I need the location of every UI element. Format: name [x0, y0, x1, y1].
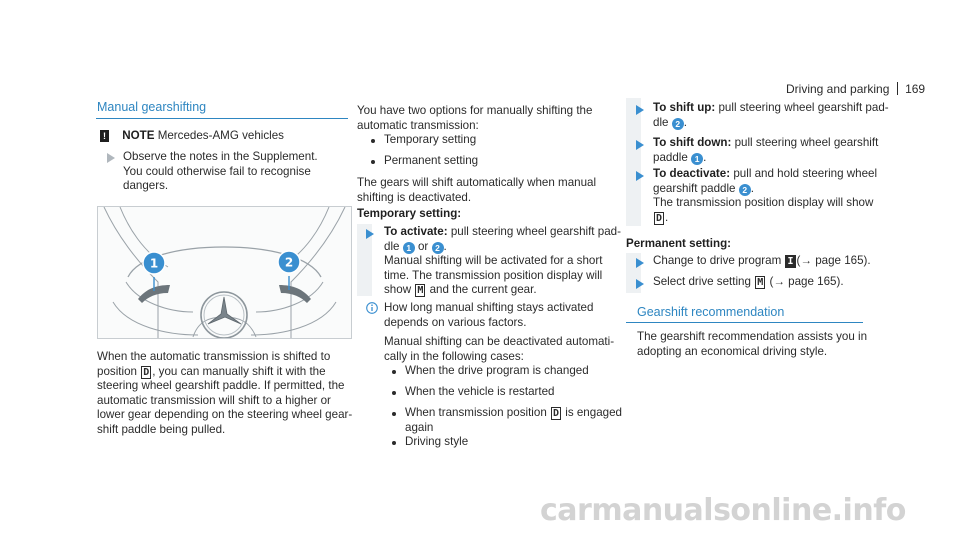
- case-item: Driving style: [405, 435, 469, 448]
- auto-line: The gears will shift automatically when manual: [357, 176, 597, 189]
- page-reference: (→ page 165).: [769, 275, 844, 288]
- bullet-icon: [392, 370, 396, 374]
- activate-label: To activate:: [384, 225, 448, 238]
- gear-d-icon: D: [656, 212, 663, 224]
- body-line: When the automatic transmission is shifted to: [97, 350, 331, 363]
- activate-line: pull steering wheel gearshift pad-: [450, 225, 621, 238]
- body-line: shift paddle being pulled.: [97, 422, 226, 436]
- info-line: cally in the following cases:: [384, 349, 524, 363]
- case-item: When the drive program is changed: [405, 364, 589, 377]
- section-rule: [626, 322, 863, 323]
- option-item: Temporary setting: [384, 133, 477, 146]
- case-fragment: again: [405, 420, 434, 434]
- info-line: How long manual shifting stays activated: [384, 301, 594, 314]
- callout-2: 2: [284, 255, 294, 270]
- perm-step-text: Select drive setting: [653, 275, 751, 288]
- deactivate-label: To deactivate:: [653, 167, 731, 180]
- perm-step-2: [653, 275, 844, 290]
- option-item: Permanent setting: [384, 154, 479, 167]
- case-fragment: is engaged: [565, 406, 622, 419]
- recommendation-text: [637, 330, 867, 359]
- recommendation-line: adopting an economical driving style.: [637, 344, 828, 358]
- callout-2: 2: [432, 242, 444, 254]
- bullet-icon: [392, 441, 396, 445]
- auto-shift-text: [357, 176, 596, 205]
- step-arrow-icon: [636, 258, 644, 268]
- observe-line: Observe the notes in the Supplement.: [123, 150, 318, 163]
- gear-d-icon: D: [143, 366, 150, 378]
- header-divider: [897, 82, 898, 95]
- shift-down-label: To shift down:: [653, 136, 732, 149]
- info-line: depends on various factors.: [384, 315, 527, 329]
- shift-up-step: To shift up: pull steering wheel gearshift pad- dle 2 .: [653, 101, 889, 129]
- gear-d-icon: D: [553, 408, 560, 419]
- watermark: carmanualsonline.info: [540, 493, 906, 528]
- shift-up-line: pull steering wheel gearshift pad-: [718, 101, 889, 114]
- step-arrow-icon: [636, 140, 644, 150]
- case-item: [405, 406, 622, 435]
- intro-text: [357, 104, 592, 133]
- warning-icon: !: [100, 130, 109, 142]
- body-line: steering wheel gearshift paddle. If permitted, the: [97, 379, 345, 393]
- callout-2: 2: [739, 184, 751, 196]
- temporary-heading: Temporary setting:: [357, 207, 462, 220]
- callout-1: 1: [149, 256, 159, 271]
- steering-wheel-drawing: [98, 207, 351, 338]
- bullet-icon: [392, 412, 396, 416]
- shift-down-step: To shift down: pull steering wheel gearshift paddle 1 .: [653, 136, 879, 164]
- step-arrow-icon: [107, 153, 115, 163]
- gear-m-icon: M: [757, 277, 764, 288]
- case-fragment: When transmission position: [405, 406, 547, 419]
- activate-line: time. The transmission position display will: [384, 268, 603, 282]
- section-title-gearshift-recommendation: Gearshift recommendation: [637, 305, 785, 319]
- body-fragment: , you can manually shift it with the: [152, 364, 326, 378]
- shift-up-label: To shift up:: [653, 101, 716, 114]
- activate-line: show: [384, 283, 412, 297]
- activate-or: or: [417, 239, 429, 253]
- shift-down-line: pull steering wheel gearshift: [734, 136, 879, 149]
- step-arrow-icon: [636, 171, 644, 181]
- shift-down-line: paddle: [653, 150, 688, 164]
- intro-line: automatic transmission:: [357, 118, 479, 132]
- note-text: Mercedes-AMG vehicles: [157, 129, 284, 142]
- observe-text: [123, 150, 318, 194]
- step-band: [626, 98, 641, 226]
- deactivate-line: The transmission position display will show: [653, 196, 874, 210]
- activate-line: Manual shifting will be activated for a short: [384, 254, 603, 268]
- shift-up-line: dle: [653, 115, 669, 129]
- drive-program-icon: I: [787, 256, 794, 267]
- section-title-manual-gearshifting: Manual gearshifting: [97, 100, 207, 114]
- callout-1: 1: [403, 242, 415, 254]
- permanent-heading: Permanent setting:: [626, 237, 732, 250]
- note-line: [97, 129, 284, 144]
- running-header: [786, 82, 925, 97]
- info-text: [384, 301, 634, 364]
- page-number: 169: [905, 82, 926, 96]
- callout-2: 2: [672, 118, 684, 130]
- bullet-icon: [392, 391, 396, 395]
- perm-step-text: Change to drive program: [653, 254, 782, 267]
- recommendation-line: The gearshift recommendation assists you in: [637, 330, 868, 343]
- body-line: lower gear depending on the steering wheel gear-: [97, 408, 353, 422]
- section-name: Driving and parking: [786, 82, 890, 96]
- note-label: NOTE: [122, 129, 155, 142]
- deactivate-line: gearshift paddle: [653, 181, 736, 195]
- body-line: automatic transmission will shift to a higher or: [97, 393, 331, 407]
- intro-line: You have two options for manually shifting the: [357, 104, 593, 117]
- perm-step-1: [653, 254, 871, 269]
- info-icon: [366, 301, 378, 319]
- activate-line: and the current gear.: [429, 283, 537, 297]
- page-reference: (→ page 165).: [796, 254, 871, 267]
- callout-1: 1: [691, 153, 703, 165]
- case-item: When the vehicle is restarted: [405, 385, 555, 398]
- body-fragment: position: [97, 364, 137, 378]
- bullet-icon: [371, 160, 375, 164]
- observe-line: You could otherwise fail to recognise: [123, 164, 311, 178]
- bullet-icon: [371, 139, 375, 143]
- manual-body-text: [97, 350, 357, 438]
- body-line: [97, 365, 357, 380]
- auto-line: shifting is deactivated.: [357, 190, 472, 204]
- activate-line: dle: [384, 239, 400, 253]
- observe-line: dangers.: [123, 179, 169, 193]
- section-rule: [96, 118, 348, 119]
- step-arrow-icon: [366, 229, 374, 239]
- deactivate-line: pull and hold steering wheel: [733, 167, 878, 180]
- info-line: Manual shifting can be deactivated automati-: [384, 335, 615, 349]
- gear-m-icon: M: [417, 285, 424, 297]
- steering-wheel-illustration: [97, 206, 352, 339]
- step-arrow-icon: [636, 105, 644, 115]
- activate-step: To activate: pull steering wheel gearshift pad- dle 1 or 2 . Manual shifting will be activated for a short time. The transmission position display will show M and the current gear.: [384, 225, 634, 298]
- deactivate-step: To deactivate: pull and hold steering wheel gearshift paddle 2 . The transmission position display will show D .: [653, 167, 913, 225]
- step-arrow-icon: [636, 279, 644, 289]
